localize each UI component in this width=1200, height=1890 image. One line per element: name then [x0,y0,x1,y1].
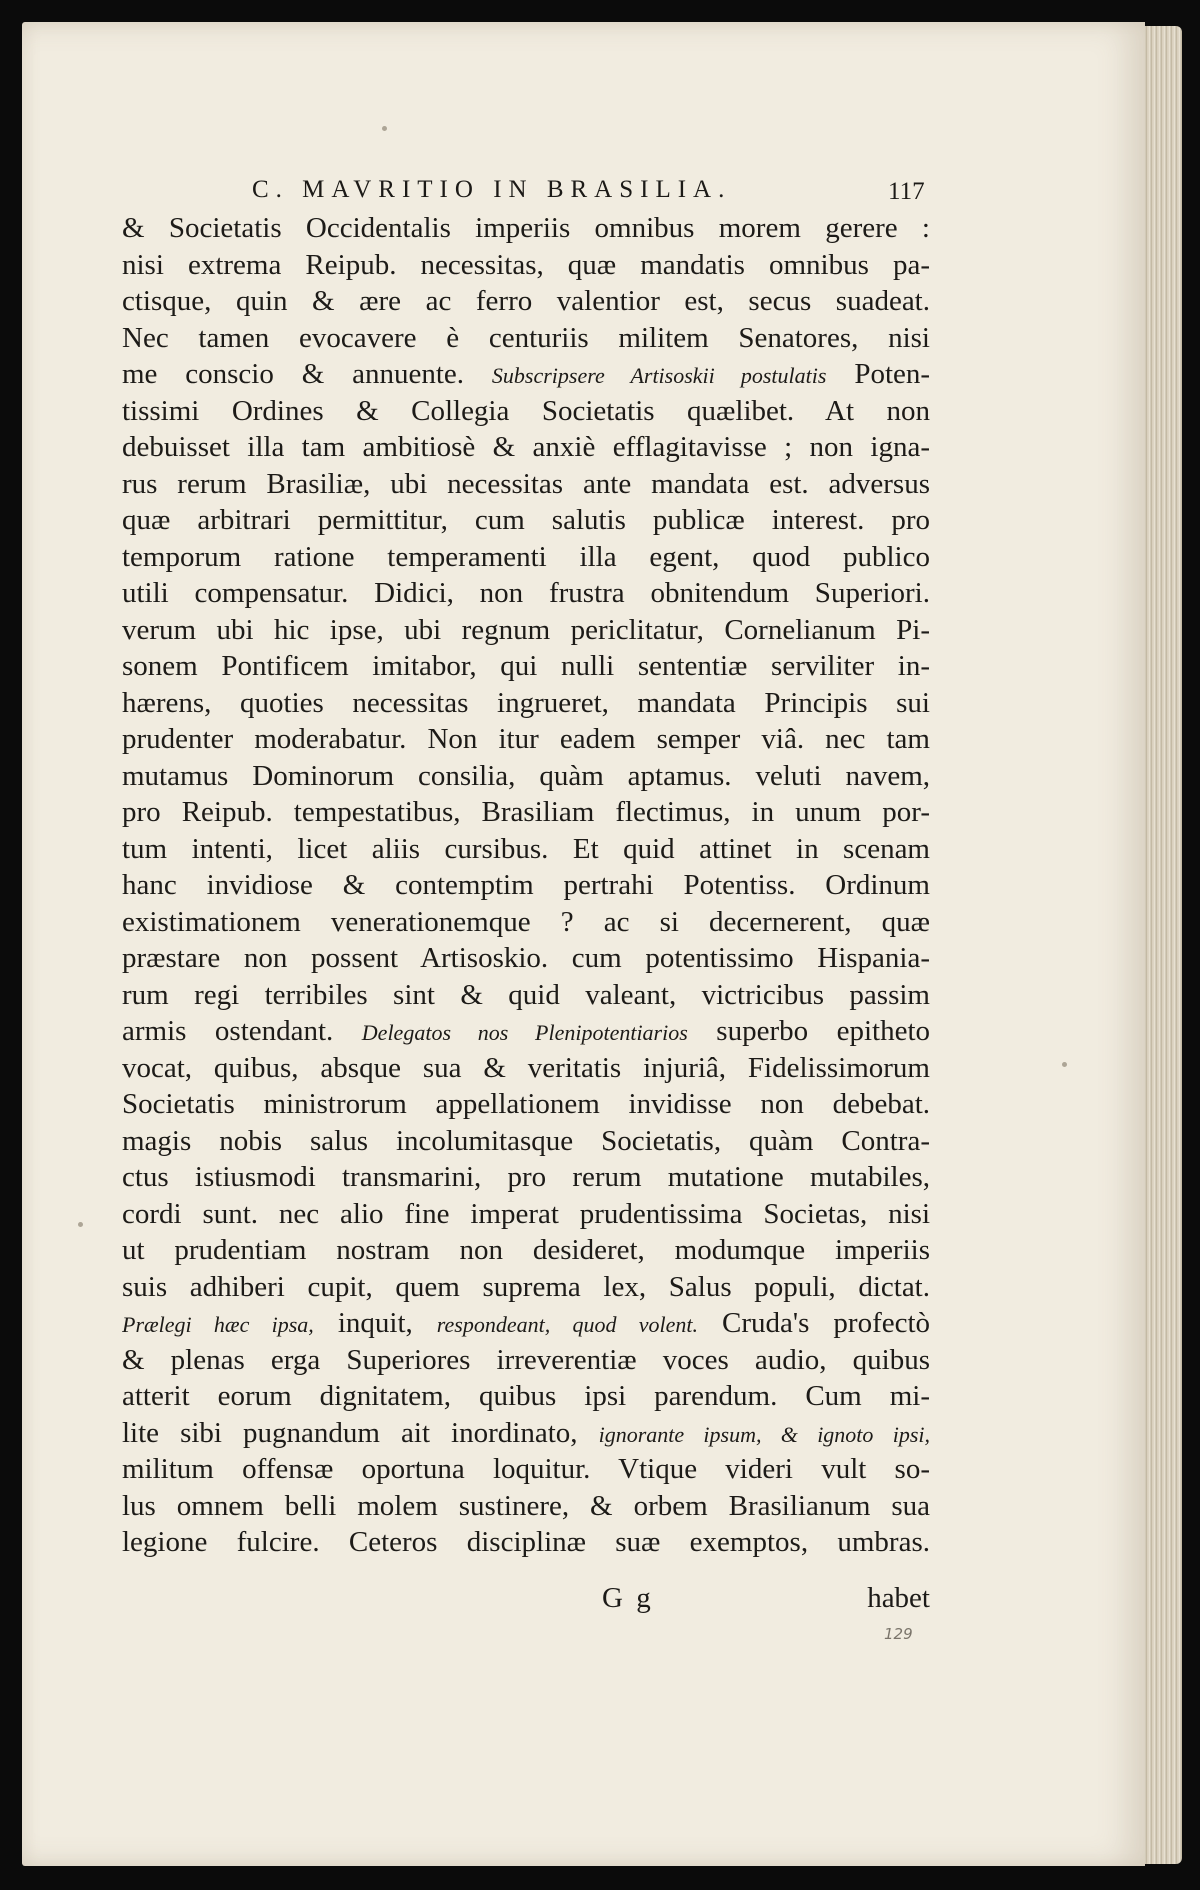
text-line: atterit eorum dignitatem, quibus ipsi parendum. Cum mi- [122,1380,930,1412]
text-line: mutamus Dominorum consilia, quàm aptamus. veluti navem, [122,759,930,792]
text-line: sonem Pontificem imitabor, qui nulli sententiæ serviliter in- [122,650,930,682]
text-line: militum offensæ oportuna loquitur. Vtique videri vult so- [122,1453,930,1485]
italic-phrase: Prælegi hæc ipsa, [122,1312,314,1337]
text-line: ctisque, quin & ære ac ferro valentior est, secus suadeat. [122,285,930,317]
ink-speck [78,1222,83,1227]
italic-phrase: Delegatos nos Plenipotentiarios [361,1020,688,1045]
italic-phrase: Subscripsere Artisoskii postulatis [491,363,827,388]
text-line: verum ubi hic ipse, ubi regnum periclitatur, Cornelianum Pi- [122,613,930,646]
text-line: cordi sunt. nec alio fine imperat prudentissima Societas, nisi [122,1197,930,1230]
ink-speck [382,126,387,131]
text-line: magis nobis salus incolumitasque Societatis, quàm Contra- [122,1124,930,1157]
text-segment: Cruda's profectò [722,1307,930,1339]
text-line: hærens, quoties necessitas ingrueret, mandata Principis sui [122,686,930,719]
text-line [122,356,930,393]
text-line: tissimi Ordines & Collegia Societatis quælibet. At non [122,394,930,427]
text-line: utili compensatur. Didici, non frustra obnitendum Superiori. [122,577,930,609]
text-line: ut prudentiam nostram non desideret, modumque imperiis [122,1234,930,1266]
text-line: rum regi terribiles sint & quid valeant, victricibus passim [122,978,930,1011]
text-line: & plenas erga Superiores irreverentiæ voces audio, quibus [122,1343,930,1376]
pencil-folio-note: 129 [884,1625,913,1643]
text-line: ctus istiusmodi transmarini, pro rerum mutatione mutabiles, [122,1161,930,1193]
running-head: C. MAVRITIO IN BRASILIA. [252,176,732,203]
text-line [122,1305,930,1342]
signature-mark: G g [602,1582,654,1614]
text-line: nisi extrema Reipub. necessitas, quæ mandatis omnibus pa- [122,248,930,281]
text-line: temporum ratione temperamenti illa egent, quod publico [122,540,930,573]
text-line: prudenter moderabatur. Non itur eadem semper viâ. nec tam [122,723,930,755]
text-line [122,1013,930,1050]
text-line: præstare non possent Artisoskio. cum potentissimo Hispania- [122,942,930,974]
catchword: habet [867,1582,930,1614]
body-text [122,210,930,1561]
text-line [122,1415,930,1452]
text-line: hanc invidiose & contemptim pertrahi Potentiss. Ordinum [122,869,930,901]
page-number: 117 [888,178,925,205]
text-segment: armis ostendant. [122,1015,334,1047]
text-line: rus rerum Brasiliæ, ubi necessitas ante mandata est. adversus [122,467,930,500]
text-segment: me conscio & annuente. [122,358,465,390]
ink-speck [1062,1062,1067,1067]
text-segment: superbo epitheto [716,1015,930,1047]
text-line: existimationem venerationemque ? ac si decernerent, quæ [122,905,930,938]
text-line: Nec tamen evocavere è centuriis militem Senatores, nisi [122,321,930,354]
italic-phrase: respondeant, quod volent. [436,1312,698,1337]
text-line: vocat, quibus, absque sua & veritatis injuriâ, Fidelissimorum [122,1051,930,1084]
text-segment: inquit, [337,1307,413,1339]
text-line: Societatis ministrorum appellationem invidisse non debebat. [122,1088,930,1120]
text-line: tum intenti, licet aliis cursibus. Et quid attinet in scenam [122,832,930,865]
text-line: legione fulcire. Ceteros disciplinæ suæ exemptos, umbras. [122,1526,930,1558]
text-line: & Societatis Occidentalis imperiis omnibus morem gerere : [122,212,930,244]
text-line: pro Reipub. tempestatibus, Brasiliam flectimus, in unum por- [122,796,930,828]
text-segment: Poten- [854,358,930,390]
italic-phrase: ignorante ipsum, & ignoto ipsi, [598,1421,930,1447]
text-line: quæ arbitrari permittitur, cum salutis publicæ interest. pro [122,504,930,536]
text-line: suis adhiberi cupit, quem suprema lex, Salus populi, dictat. [122,1270,930,1303]
text-line: lus omnem belli molem sustinere, & orbem Brasilianum sua [122,1489,930,1522]
text-line: debuisset illa tam ambitiosè & anxiè efflagitavisse ; non igna- [122,431,930,463]
text-segment: lite sibi pugnandum ait inordinato, [122,1416,578,1449]
